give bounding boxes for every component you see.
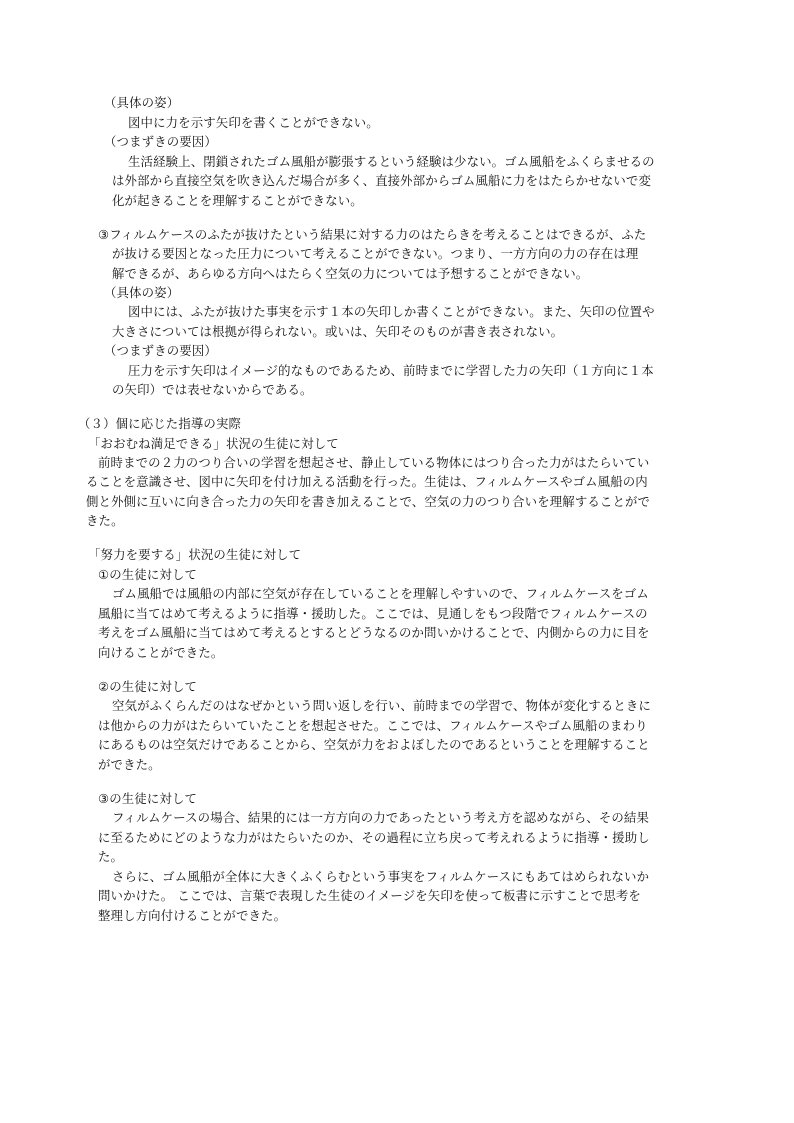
paragraph-line: ゴム風船では風船の内部に空気が存在していることを理解しやすいので、フィルムケースをゴム bbox=[112, 586, 649, 601]
cause-line: の矢印）では表せないからである。 bbox=[112, 382, 313, 397]
paragraph-line: た。 bbox=[98, 849, 124, 864]
paragraph-line: ができた。 bbox=[98, 757, 161, 772]
paragraph-line: 問いかけた。 ここでは、言葉で表現した生徒のイメージを矢印を使って板書に示すことで思考を bbox=[98, 888, 641, 903]
item3-intro-line: が抜ける要因となった圧力について考えることができない。つまり、一方方向の力の存在は理 bbox=[112, 246, 639, 261]
paragraph-line: に至るためにどのような力がはたらいたのか、その過程に立ち戻って考えれるように指導・援助し bbox=[98, 830, 650, 845]
aspect-text: 図中に力を示す矢印を書くことができない。 bbox=[128, 115, 379, 130]
item3-intro-line: 解できるが、あらゆる方向へはたらく空気の力については予想することができない。 bbox=[112, 266, 589, 281]
aspect-heading: （具体の姿） bbox=[104, 95, 180, 110]
item3-intro-line: ③フィルムケースのふたが抜けたという結果に対する力のはたらきを考えることはできるが、ふた bbox=[98, 227, 647, 242]
paragraph-line: 向けることができた。 bbox=[98, 645, 224, 660]
section-heading: （３）個に応じた指導の実際 bbox=[78, 416, 242, 431]
cause-line: 化が起きることを理解することができない。 bbox=[112, 193, 363, 208]
student-heading: ②の生徒に対して bbox=[98, 679, 198, 694]
paragraph-line: ることを意識させ、図中に矢印を付け加える活動を行った。生徒は、フィルムケースやゴム風船の内 bbox=[86, 474, 648, 489]
paragraph-line: 側と外側に互いに向き合った力の矢印を書き加えることで、空気の力のつり合いを理解することがで bbox=[86, 494, 651, 509]
paragraph-line: にあるものは空気だけであることから、空気が力をおよぼしたのであるということを理解すること bbox=[98, 737, 650, 752]
paragraph-line: 前時までの２力のつり合いの学習を想起させ、静止している物体にはつり合った力がはたらいてい bbox=[98, 455, 650, 470]
cause-line: 生活経験上、閉鎖されたゴム風船が膨張するという経験は少ない。ゴム風船をふくらませるの bbox=[128, 154, 655, 169]
student-heading: ③の生徒に対して bbox=[98, 791, 198, 806]
paragraph-line: 整理し方向付けることができた。 bbox=[98, 908, 287, 923]
cause-heading: （つまずきの要因） bbox=[104, 134, 217, 149]
aspect-line: 大きさについては根拠が得られない。或いは、矢印そのものが書き表されない。 bbox=[112, 324, 564, 339]
subsection-heading: 「おおむね満足できる」状況の生徒に対して bbox=[88, 436, 339, 451]
cause-line: 圧力を示す矢印はイメージ的なものであるため、前時までに学習した力の矢印（１方向に１本 bbox=[128, 363, 654, 378]
aspect-line: 図中には、ふたが抜けた事実を示す１本の矢印しか書くことができない。また、矢印の位置や bbox=[128, 304, 655, 319]
subsection-heading: 「努力を要する」状況の生徒に対して bbox=[88, 547, 302, 562]
paragraph-line: フィルムケースの場合、結果的には一方方向の力であったという考え方を認めながら、その結果 bbox=[112, 810, 650, 825]
cause-heading: （つまずきの要因） bbox=[104, 343, 217, 358]
paragraph-line: は他からの力がはたらいていたことを想起させた。ここでは、フィルムケースやゴム風船のまわり bbox=[98, 718, 648, 733]
cause-line: は外部から直接空気を吹き込んだ場合が多く、直接外部からゴム風船に力をはたらかせないで変 bbox=[112, 173, 651, 188]
paragraph-line: 考えをゴム風船に当てはめて考えるとするとどうなるのか問いかけることで、内側からの力に目を bbox=[98, 625, 650, 640]
aspect-heading: （具体の姿） bbox=[104, 285, 180, 300]
paragraph-line: 風船に当てはめて考えるように指導・援助した。ここでは、見通しをもつ段階でフィルムケースの bbox=[98, 606, 648, 621]
paragraph-line: 空気がふくらんだのはなぜかという問い返しを行い、前時までの学習で、物体が変化するときに bbox=[112, 698, 651, 713]
student-heading: ①の生徒に対して bbox=[98, 567, 198, 582]
paragraph-line: きた。 bbox=[86, 513, 124, 528]
paragraph-line: さらに、ゴム風船が全体に大きくふくらむという事実をフィルムケースにもあてはめられないか bbox=[112, 869, 650, 884]
